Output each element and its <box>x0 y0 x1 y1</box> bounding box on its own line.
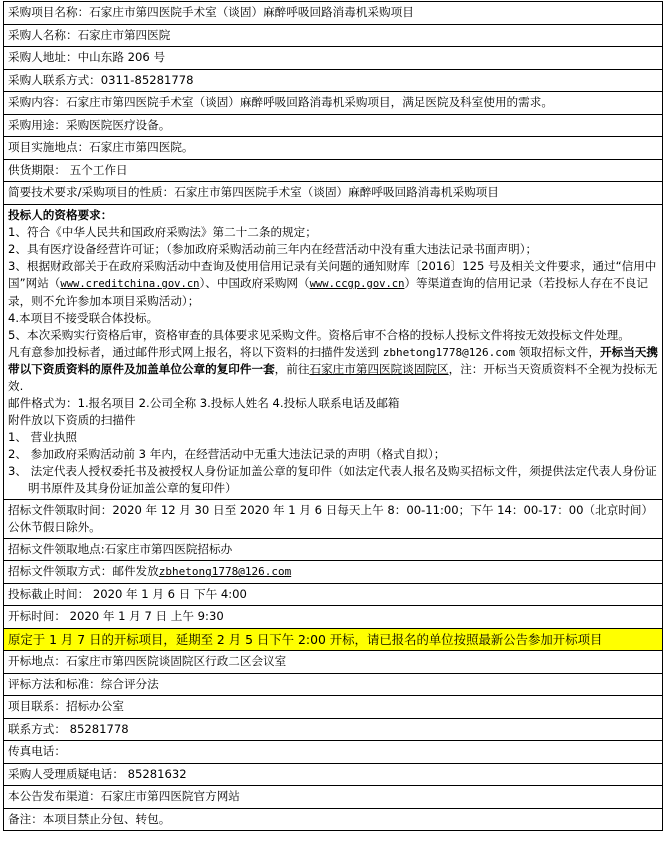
location-row: 项目实施地点：石家庄市第四医院。 <box>3 137 663 160</box>
deadline-row: 投标截止时间： 2020 年 1 月 6 日 下午 4:00 <box>3 584 663 607</box>
creditchina-link[interactable]: www.creditchina.gov.cn <box>60 277 200 290</box>
qualification-item-1: 1、符合《中华人民共和国政府采购法》第二十二条的规定； <box>8 224 317 239</box>
qualification-item-2: 2、具有医疗设备经营许可证；（参加政府采购活动前三年内在经营活动中没有重大违法记录书面声明）； <box>8 241 538 256</box>
project-contact-row: 项目联系：招标办公室 <box>3 696 663 719</box>
collect-method-label: 招标文件领取方式：邮件发放 <box>8 564 159 579</box>
collect-place-row: 招标文件领取地点:石家庄市第四医院招标办 <box>3 539 663 562</box>
qualification-item-3-text-b: ）、中国政府采购网（ <box>199 275 310 290</box>
qualification-item-5: 5、本次采购实行资格后审，资格审查的具体要求见采购文件。资格后审不合格的投标人投标文件将按无效投标文件处理。 <box>8 327 630 342</box>
purchaser-name-row: 采购人名称：石家庄市第四医院 <box>3 25 663 48</box>
phone-row: 联系方式： 85281778 <box>3 719 663 742</box>
publish-channel-row: 本公告发布渠道：石家庄市第四医院官方网站 <box>3 786 663 809</box>
procurement-notice-table <box>3 1 663 831</box>
registration-text-d: ，注：开标当天资质资料不全视为投标无效. <box>8 361 658 393</box>
attachment-heading: 附件放以下资质的扫描件 <box>8 412 136 427</box>
qualification-section <box>3 205 663 500</box>
registration-text-b: 领取招标文件， <box>515 344 600 359</box>
collect-method-row <box>3 561 663 584</box>
collect-method-email[interactable]: zbhetong1778@126.com <box>158 565 292 579</box>
registration-text-a: 凡有意参加投标者，通过邮件形式网上报名，将以下资料的扫描件发送到 <box>8 344 383 359</box>
qualification-heading: 投标人的资格要求： <box>8 207 113 222</box>
open-time-row: 开标时间： 2020 年 1 月 7 日 上午 9:30 <box>3 606 663 629</box>
evaluation-method-row: 评标方法和标准：综合评分法 <box>3 674 663 697</box>
content-row: 采购内容：石家庄市第四医院手术室（谈固）麻醉呼吸回路消毒机采购项目，满足医院及科室使用的需求。 <box>3 92 663 115</box>
open-place-row: 开标地点：石家庄市第四医院谈固院区行政二区会议室 <box>3 651 663 674</box>
purchaser-address-row: 采购人地址：中山东路 206 号 <box>3 47 663 70</box>
tech-requirements-row: 简要技术要求/采购项目的性质：石家庄市第四医院手术室（谈固）麻醉呼吸回路消毒机采购项目 <box>3 182 663 205</box>
remark-row: 备注：本项目禁止分包、转包。 <box>3 809 663 832</box>
registration-email[interactable]: zbhetong1778@126.com <box>382 345 516 359</box>
purchaser-contact-row: 采购人联系方式：0311-85281778 <box>3 70 663 93</box>
attachment-item-1: 1、 营业执照 <box>8 429 78 444</box>
attachment-item-3: 3、 法定代表人授权委托书及被授权人身份证加盖公章的复印件（如法定代表人报名及购买招标文件，须提供法定代表人身份证明书原件及其身份证加盖公章的复印件） <box>8 463 657 495</box>
fax-row: 传真电话： <box>3 741 663 764</box>
registration-bold-text: 开标当天携带以下资质资料的原件及加盖单位公章的复印件一套 <box>8 344 658 376</box>
attachment-item-2: 2、 参加政府采购活动前 3 年内，在经营活动中无重大违法记录的声明（格式自拟）； <box>8 446 446 461</box>
complaint-phone-row: 采购人受理质疑电话： 85281632 <box>3 764 663 787</box>
qualification-item-3 <box>8 258 658 310</box>
project-name-row: 采购项目名称：石家庄市第四医院手术室（谈固）麻醉呼吸回路消毒机采购项目 <box>3 2 663 25</box>
postponement-notice-row: 原定于 1 月 7 日的开标项目，延期至 2 月 5 日下午 2:00 开标，请已报名的单位按照最新公告参加开标项目 <box>3 629 663 652</box>
collect-time-row: 招标文件领取时间：2020 年 12 月 30 日至 2020 年 1 月 6 日每天上午 8：00-11:00；下午 14：00-17：00（北京时间）公休节假日除外。 <box>3 500 663 539</box>
registration-instructions <box>8 344 658 395</box>
mail-format: 邮件格式为：1.报名项目 2.公司全称 3.投标人姓名 4.投标人联系电话及邮箱 <box>8 395 400 410</box>
registration-text-c: ，前往 <box>274 361 310 376</box>
usage-row: 采购用途：采购医院医疗设备。 <box>3 115 663 138</box>
qualification-item-3-text-c: ）等渠道查询的信用记录（若投标人存在不良记录，则不允许参加本项目采购活动）； <box>8 275 648 308</box>
delivery-row: 供货期限： 五个工作日 <box>3 160 663 183</box>
qualification-item-3-text-a: 3、根据财政部关于在政府采购活动中查询及使用信用记录有关问题的通知财库〔2016〕125 号及相关文件要求，通过“信用中国”网站（ <box>8 258 657 290</box>
registration-place: 石家庄市第四医院谈固院区 <box>309 361 449 376</box>
qualification-item-4: 4.本项目不接受联合体投标。 <box>8 310 159 325</box>
ccgp-link[interactable]: www.ccgp.gov.cn <box>309 277 405 290</box>
